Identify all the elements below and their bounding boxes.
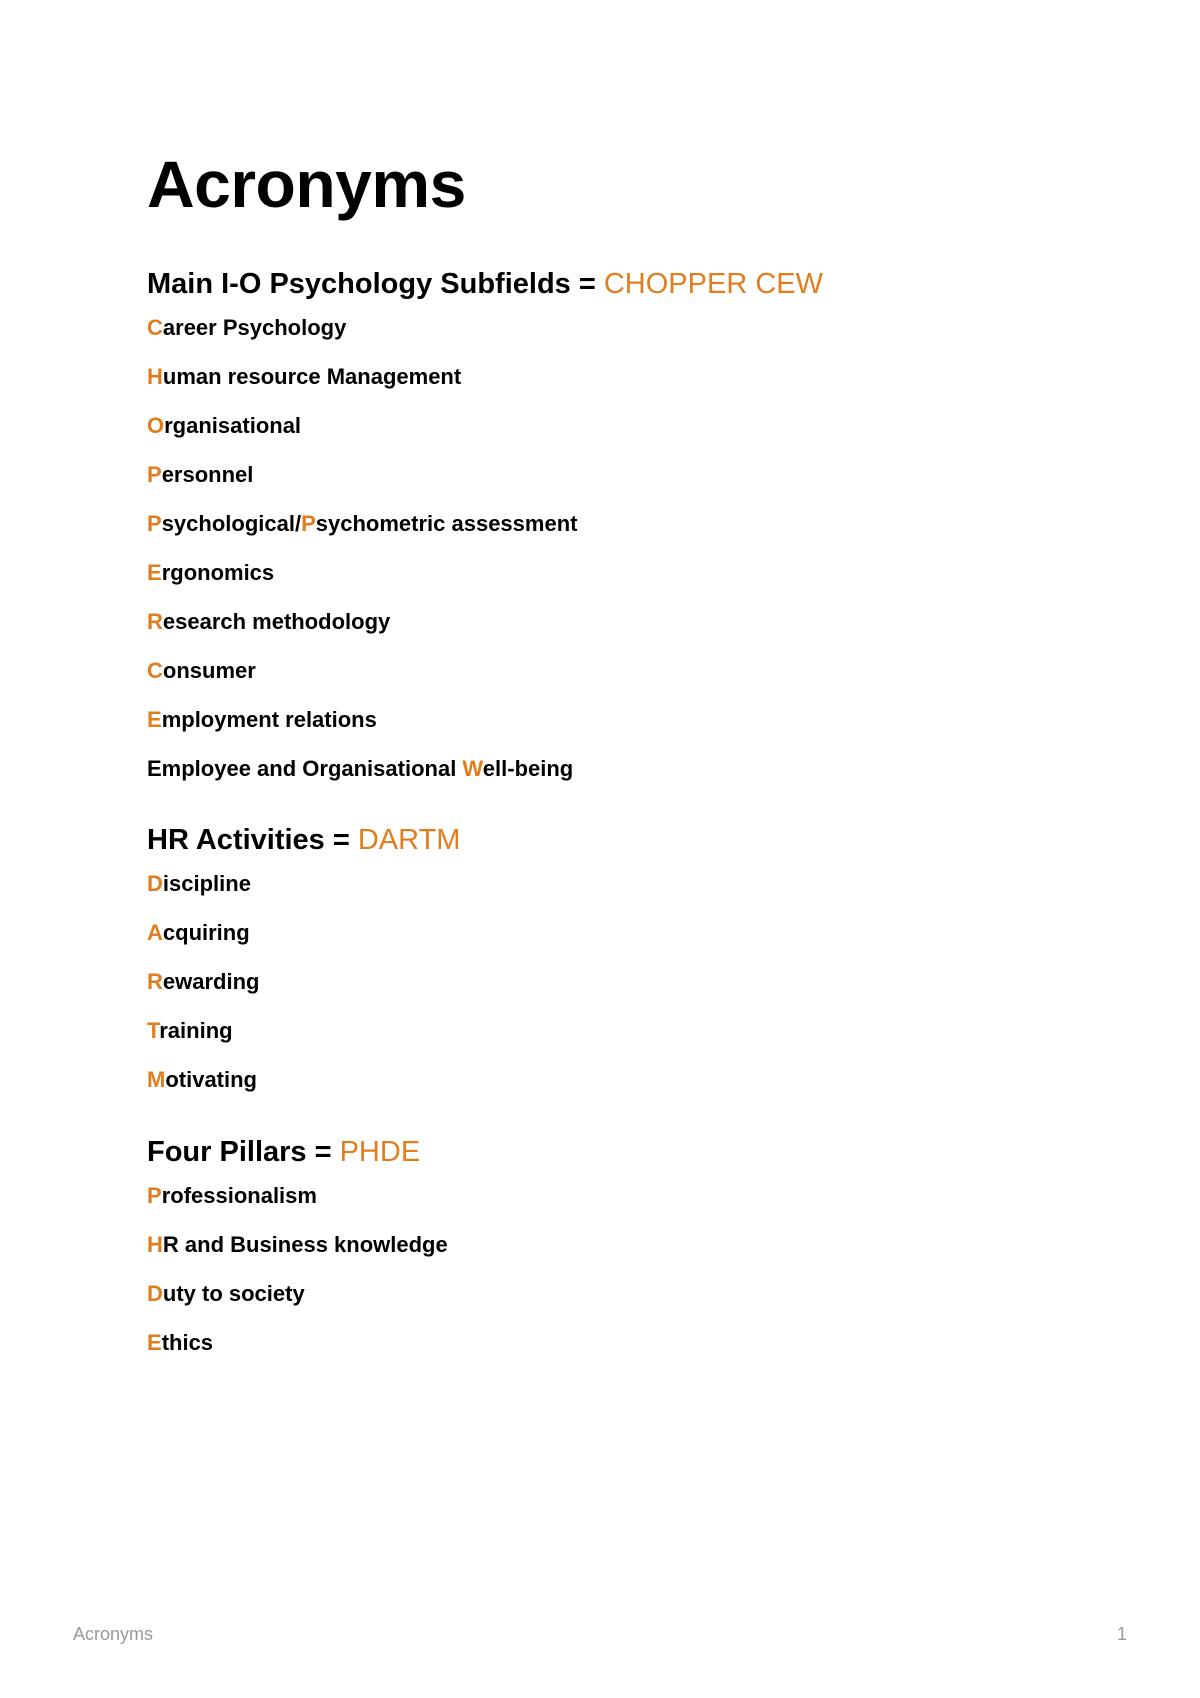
heading-text: Main I-O Psychology Subfields =	[147, 268, 604, 300]
highlight-letter: P	[147, 511, 162, 536]
term-text: Employee and Organisational	[147, 756, 463, 781]
term-list	[147, 864, 1147, 1109]
heading-acronym: CHOPPER CEW	[603, 268, 823, 300]
term-list	[147, 1176, 1147, 1372]
highlight-letter: P	[147, 1183, 162, 1208]
term-text: otivating	[165, 1067, 257, 1092]
section-io-subfields	[147, 264, 1147, 798]
term-text: areer Psychology	[162, 315, 347, 340]
term-text: raining	[159, 1018, 233, 1043]
term-text: onsumer	[162, 658, 256, 683]
term-text: sychological/	[161, 511, 302, 536]
list-item	[147, 504, 1147, 553]
term-text: ersonnel	[161, 462, 254, 487]
term-text: R and Business knowledge	[162, 1232, 448, 1257]
footer-title: Acronyms	[73, 1624, 154, 1644]
list-item	[147, 864, 1147, 913]
highlight-letter: P	[147, 462, 162, 487]
highlight-letter: D	[147, 871, 163, 896]
list-item	[147, 1323, 1147, 1372]
list-item	[147, 1225, 1147, 1274]
list-item	[147, 1176, 1147, 1225]
heading-acronym: DARTM	[357, 824, 461, 856]
highlight-letter: E	[147, 1330, 162, 1355]
highlight-letter: H	[147, 364, 163, 389]
heading-acronym: PHDE	[339, 1136, 421, 1168]
term-text: cquiring	[162, 920, 250, 945]
term-text: sychometric assessment	[315, 511, 578, 536]
term-text: uman resource Management	[162, 364, 462, 389]
list-item	[147, 357, 1147, 406]
highlight-letter: W	[462, 756, 483, 781]
highlight-letter: M	[147, 1067, 166, 1092]
section-heading	[147, 1132, 1147, 1172]
term-text: rganisational	[164, 413, 302, 438]
highlight-letter: O	[147, 413, 165, 438]
term-text: esearch methodology	[162, 609, 391, 634]
list-item	[147, 749, 1147, 798]
highlight-letter: A	[147, 920, 163, 945]
term-text: uty to society	[162, 1281, 305, 1306]
section-hr-activities	[147, 820, 1147, 1109]
highlight-letter: R	[147, 969, 163, 994]
term-text: thics	[161, 1330, 214, 1355]
term-text: ell-being	[482, 756, 574, 781]
heading-text: HR Activities =	[147, 824, 358, 856]
highlight-letter: H	[147, 1232, 163, 1257]
page-number: 1	[1116, 1624, 1127, 1644]
list-item	[147, 962, 1147, 1011]
highlight-letter: C	[147, 658, 163, 683]
list-item	[147, 553, 1147, 602]
list-item	[147, 1060, 1147, 1109]
list-item	[147, 455, 1147, 504]
section-heading	[147, 264, 1147, 304]
section-heading	[147, 820, 1147, 860]
term-text: rofessionalism	[161, 1183, 317, 1208]
section-four-pillars	[147, 1132, 1147, 1372]
highlight-letter: P	[301, 511, 316, 536]
term-text: mployment relations	[161, 707, 377, 732]
list-item	[147, 602, 1147, 651]
list-item	[147, 406, 1147, 455]
highlight-letter: E	[147, 560, 162, 585]
list-item	[147, 913, 1147, 962]
list-item	[147, 1011, 1147, 1060]
term-text: iscipline	[162, 871, 251, 896]
highlight-letter: E	[147, 707, 162, 732]
term-text: rgonomics	[161, 560, 275, 585]
term-list	[147, 308, 1147, 798]
term-text: ewarding	[162, 969, 260, 994]
list-item	[147, 1274, 1147, 1323]
list-item	[147, 651, 1147, 700]
highlight-letter: C	[147, 315, 163, 340]
highlight-letter: R	[147, 609, 163, 634]
list-item	[147, 308, 1147, 357]
highlight-letter: D	[147, 1281, 163, 1306]
page-title: Acronyms	[147, 147, 466, 221]
highlight-letter: T	[147, 1018, 160, 1043]
heading-text: Four Pillars =	[147, 1136, 340, 1168]
list-item	[147, 700, 1147, 749]
